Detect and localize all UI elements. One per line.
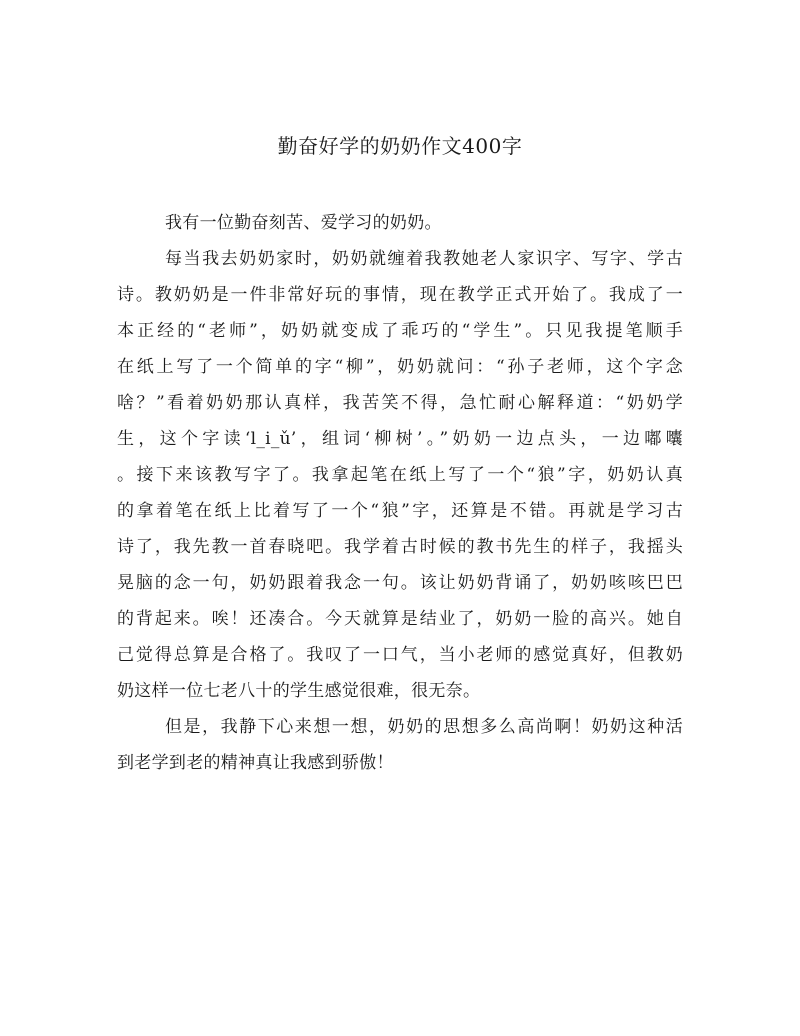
paragraph-2-line-9: 诗了，我先教一首春晓吧。我学着古时候的教书先生的样子，我摇头 <box>117 537 683 557</box>
paragraph-2-line-5: 啥？”看着奶奶那认真样，我苦笑不得，急忙耐心解释道：“奶奶学 <box>117 393 683 413</box>
paragraph-2-line-1: 每当我去奶奶家时，奶奶就缠着我教她老人家识字、写字、学古 <box>165 249 683 269</box>
paragraph-2-line-6: 生，这个字读‘l_i_ǔ’，组词‘柳树’。”奶奶一边点头，一边嘟囔 <box>117 429 683 449</box>
paragraph-1-line-1: 我有一位勤奋刻苦、爱学习的奶奶。 <box>165 213 442 233</box>
document-body <box>117 205 683 781</box>
paragraph-2-line-4: 在纸上写了一个简单的字“柳”，奶奶就问：“孙子老师，这个字念 <box>117 357 683 377</box>
paragraph-3-line-1: 但是，我静下心来想一想，奶奶的思想多么高尚啊！奶奶这种活 <box>165 717 683 737</box>
paragraph-2-line-3: 本正经的“老师”，奶奶就变成了乖巧的“学生”。只见我提笔顺手 <box>117 321 683 341</box>
paragraph-2-line-10: 晃脑的念一句，奶奶跟着我念一句。该让奶奶背诵了，奶奶咳咳巴巴 <box>117 573 683 593</box>
paragraph-3-line-2: 到老学到老的精神真让我感到骄傲！ <box>117 753 394 773</box>
paragraph-2-line-12: 己觉得总算是合格了。我叹了一口气，当小老师的感觉真好，但教奶 <box>117 645 683 665</box>
paragraph-2-line-13: 奶这样一位七老八十的学生感觉很难，很无奈。 <box>117 681 481 701</box>
paragraph-2-line-11: 的背起来。唉！还凑合。今天就算是结业了，奶奶一脸的高兴。她自 <box>117 609 683 629</box>
paragraph-2-line-2: 诗。教奶奶是一件非常好玩的事情，现在教学正式开始了。我成了一 <box>117 285 683 305</box>
document-title: 勤奋好学的奶奶作文400字 <box>277 134 523 158</box>
paragraph-2-line-8: 的拿着笔在纸上比着写了一个“狼”字，还算是不错。再就是学习古 <box>117 501 683 521</box>
paragraph-2-line-7: 。接下来该教写字了。我拿起笔在纸上写了一个“狼”字，奶奶认真 <box>117 465 683 485</box>
